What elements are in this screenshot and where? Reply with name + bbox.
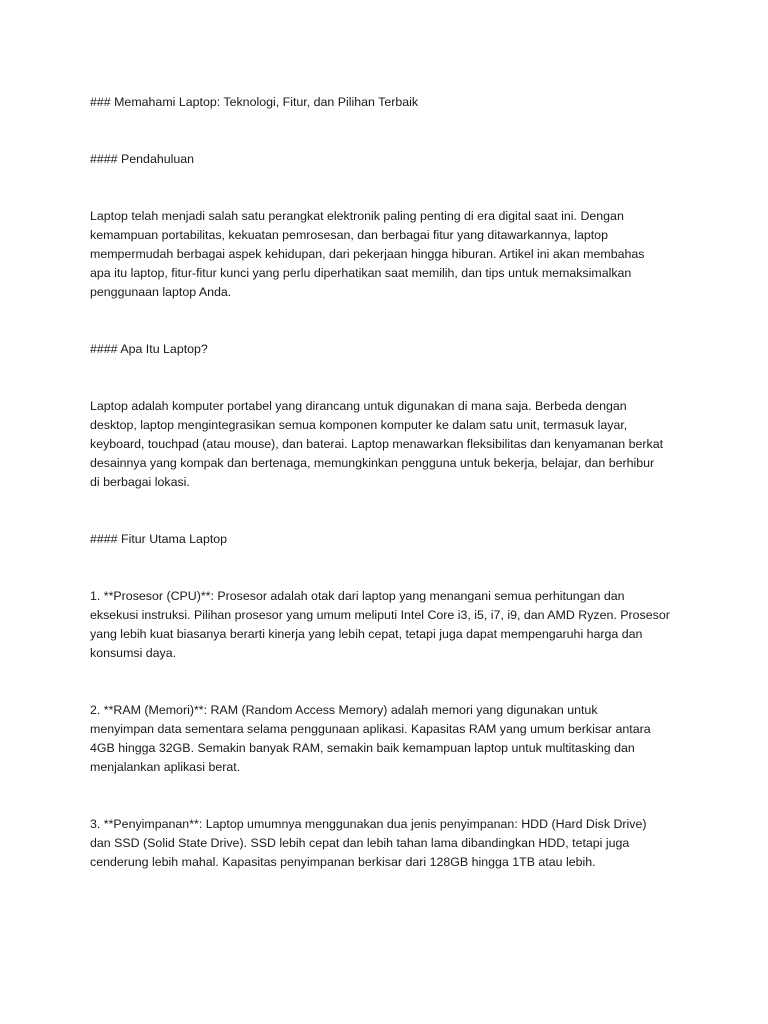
- paragraph-apa-itu-laptop: [90, 397, 690, 492]
- text-line: desktop, laptop mengintegrasikan semua komponen komputer ke dalam satu unit, termasuk layar,: [90, 418, 628, 432]
- text-line: keyboard, touchpad (atau mouse), dan baterai. Laptop menawarkan fleksibilitas dan kenyamanan berkat: [90, 437, 664, 451]
- text-line: apa itu laptop, fitur-fitur kunci yang perlu diperhatikan saat memilih, dan tips untuk memaksimalkan: [90, 266, 632, 280]
- section-heading-fitur-utama: #### Fitur Utama Laptop: [90, 532, 228, 546]
- text-line: mempermudah berbagai aspek kehidupan, dari pekerjaan hingga hiburan. Artikel ini akan membahas: [90, 247, 645, 261]
- text-line: di berbagai lokasi.: [90, 475, 190, 489]
- text-line: menjalankan aplikasi berat.: [90, 760, 241, 774]
- text-line: kemampuan portabilitas, kekuatan pemrosesan, dan berbagai fitur yang ditawarkannya, laptop: [90, 228, 608, 242]
- text-line: menyimpan data sementara selama penggunaan aplikasi. Kapasitas RAM yang umum berkisar antara: [90, 722, 651, 736]
- list-item-prosesor: [90, 587, 690, 663]
- section-heading-pendahuluan: #### Pendahuluan: [90, 152, 195, 166]
- text-line: 3. **Penyimpanan**: Laptop umumnya menggunakan dua jenis penyimpanan: HDD (Hard Disk Drive): [90, 817, 647, 831]
- text-line: dan SSD (Solid State Drive). SSD lebih cepat dan lebih tahan lama dibandingkan HDD, tetapi juga: [90, 836, 630, 850]
- text-line: Laptop adalah komputer portabel yang dirancang untuk digunakan di mana saja. Berbeda dengan: [90, 399, 627, 413]
- text-line: 1. **Prosesor (CPU)**: Prosesor adalah otak dari laptop yang menangani semua perhitungan dan: [90, 589, 625, 603]
- paragraph-pendahuluan: [90, 207, 690, 302]
- document-body: [90, 93, 690, 872]
- section-heading-apa-itu-laptop: #### Apa Itu Laptop?: [90, 342, 208, 356]
- text-line: penggunaan laptop Anda.: [90, 285, 232, 299]
- text-line: 4GB hingga 32GB. Semakin banyak RAM, semakin baik kemampuan laptop untuk multitasking dan: [90, 741, 635, 755]
- text-line: 2. **RAM (Memori)**: RAM (Random Access Memory) adalah memori yang digunakan untuk: [90, 703, 598, 717]
- document-title: ### Memahami Laptop: Teknologi, Fitur, dan Pilihan Terbaik: [90, 95, 419, 109]
- list-item-penyimpanan: [90, 815, 690, 872]
- text-line: Laptop telah menjadi salah satu perangkat elektronik paling penting di era digital saat ini. Dengan: [90, 209, 624, 223]
- text-line: konsumsi daya.: [90, 646, 177, 660]
- text-line: desainnya yang kompak dan bertenaga, memungkinkan pengguna untuk bekerja, belajar, dan berhibur: [90, 456, 655, 470]
- text-line: eksekusi instruksi. Pilihan prosesor yang umum meliputi Intel Core i3, i5, i7, i9, dan AMD Ryzen. Prosesor: [90, 608, 670, 622]
- text-line: cenderung lebih mahal. Kapasitas penyimpanan berkisar dari 128GB hingga 1TB atau lebih.: [90, 855, 596, 869]
- text-line: yang lebih kuat biasanya berarti kinerja yang lebih cepat, tetapi juga dapat mempengaruhi harga dan: [90, 627, 643, 641]
- list-item-ram: [90, 701, 690, 777]
